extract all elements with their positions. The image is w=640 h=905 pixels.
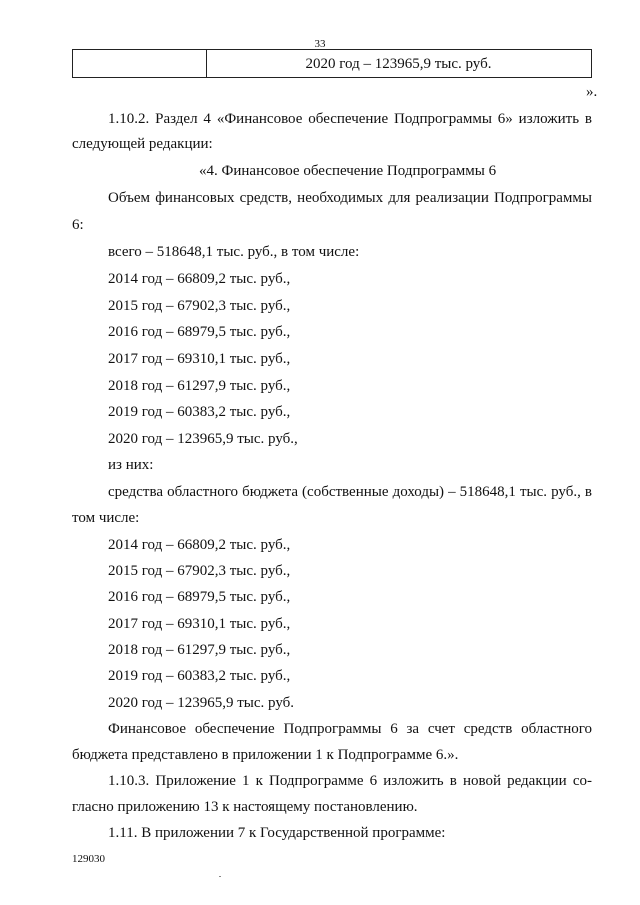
year-line: 2015 год – 67902,3 тыс. руб., — [108, 563, 291, 579]
table-cell: 2020 год – 123965,9 тыс. руб. — [305, 56, 492, 72]
year-line: 2016 год – 68979,5 тыс. руб., — [108, 589, 291, 605]
paragraph-2-line-2: 6: — [72, 217, 84, 233]
year-line: 2016 год – 68979,5 тыс. руб., — [108, 324, 291, 340]
year-line: 2019 год – 60383,2 тыс. руб., — [108, 404, 291, 420]
paragraph-4-line-2: бюджета представлено в приложении 1 к Подпрограмме 6.». — [72, 747, 459, 763]
paragraph-3-line-2: том числе: — [72, 510, 140, 526]
closing-quote: ». — [586, 84, 598, 100]
year-line: 2018 год – 61297,9 тыс. руб., — [108, 378, 291, 394]
paragraph-3-line-1: средства областного бюджета (собственные доходы) – 518648,1 тыс. руб., в — [108, 484, 592, 500]
paragraph-2-line-1: Объем финансовых средств, необходимых для реализации Подпрограммы — [108, 190, 592, 206]
year-line: 2017 год – 69310,1 тыс. руб., — [108, 616, 291, 632]
year-line: 2020 год – 123965,9 тыс. руб., — [108, 431, 298, 447]
document-code: 129030 — [72, 853, 105, 865]
total-line: всего – 518648,1 тыс. руб., в том числе: — [108, 244, 360, 260]
of-them-line: из них: — [108, 457, 154, 473]
year-line: 2017 год – 69310,1 тыс. руб., — [108, 351, 291, 367]
paragraph-1-line-1: 1.10.2. Раздел 4 «Финансовое обеспечение Подпрограммы 6» изложить в — [108, 111, 592, 127]
paragraph-4-line-1: Финансовое обеспечение Подпрограммы 6 за счет средств областного — [108, 721, 592, 737]
year-line: 2014 год – 66809,2 тыс. руб., — [108, 537, 291, 553]
year-line: 2015 год – 67902,3 тыс. руб., — [108, 298, 291, 314]
year-line: 2019 год – 60383,2 тыс. руб., — [108, 668, 291, 684]
continuation-table — [72, 49, 592, 78]
year-line: 2014 год – 66809,2 тыс. руб., — [108, 271, 291, 287]
section-heading: «4. Финансовое обеспечение Подпрограммы 6 — [199, 163, 497, 179]
year-line: 2018 год – 61297,9 тыс. руб., — [108, 642, 291, 658]
scan-speck — [219, 876, 221, 877]
year-line: 2020 год – 123965,9 тыс. руб. — [108, 695, 295, 711]
paragraph-5-line-2: гласно приложению 13 к настоящему постановлению. — [72, 799, 418, 815]
paragraph-6: 1.11. В приложении 7 к Государственной программе: — [108, 825, 446, 841]
page-number: 33 — [314, 38, 326, 50]
paragraph-1-line-2: следующей редакции: — [72, 136, 213, 152]
paragraph-5-line-1: 1.10.3. Приложение 1 к Подпрограмме 6 изложить в новой редакции со- — [108, 773, 592, 789]
